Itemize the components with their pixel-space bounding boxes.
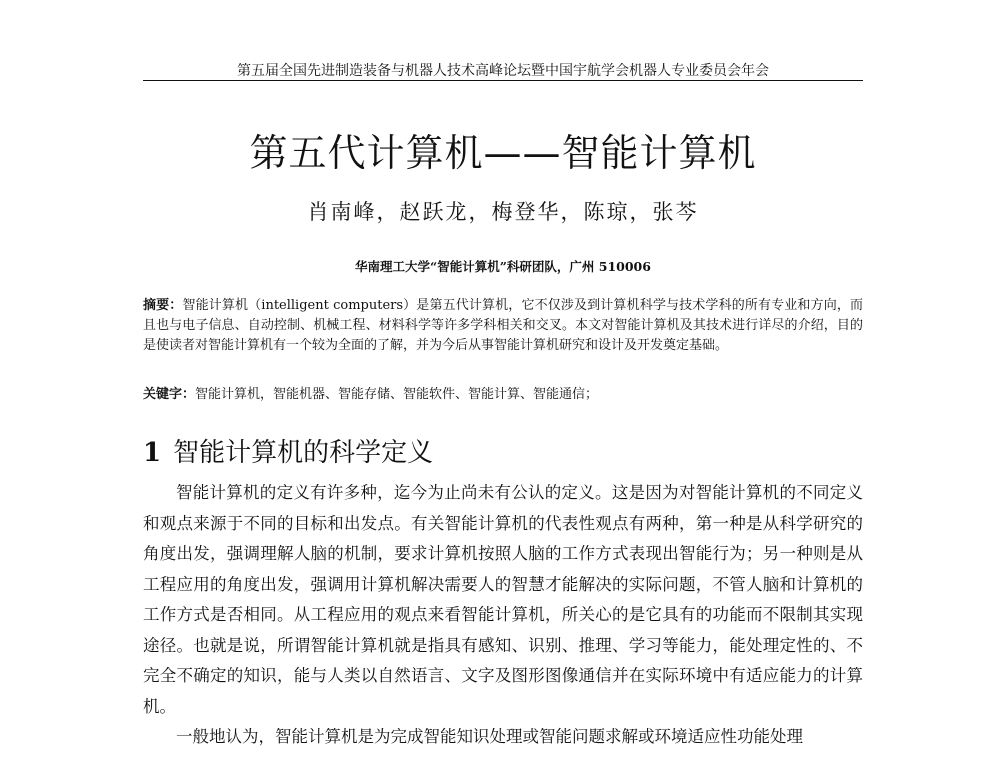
paragraph: 一般地认为，智能计算机是为完成智能知识处理或智能问题求解或环境适应性功能处理	[176, 727, 803, 746]
running-header: 第五届全国先进制造装备与机器人技术高峰论坛暨中国宇航学会机器人专业委员会年会	[237, 63, 769, 79]
affiliation: 华南理工大学“智能计算机”科研团队，广州 510006	[355, 259, 651, 274]
author-list: 肖南峰，赵跃龙，梅登华，陈琼，张芩	[307, 200, 699, 224]
paragraph: 智能计算机的定义有许多种，迄今为止尚未有公认的定义。这是因为对智能计算机的不同定义和观点来源于不同的目标和出发点。有关智能计算机的代表性观点有两种，第一种是从科学研究的角度出发，强调理解人脑的机制，要求计算机按照人脑的工作方式表现出智能行为；另一种则是从工程应用的角度出发，强调用计算机解决需要人的智慧才能解决的实际问题，不管人脑和计算机的工作方式是否相同。从工程应用的观点来看智能计算机，所关心的是它具有的功能而不限制其实现途径。也就是说，所谓智能计算机就是指具有感知、识别、推理、学习等能力，能处理定性的、不完全不确定的知识，能与人类以自然语言、文字及图形图像通信并在实际环境中有适应能力的计算机。	[143, 483, 863, 716]
section-title: 智能计算机的科学定义	[173, 438, 434, 468]
keywords-text: 智能计算机，智能机器、智能存储、智能软件、智能计算、智能通信；	[195, 387, 599, 402]
section-number: 1	[143, 438, 162, 468]
keywords-label: 关键字：	[143, 387, 196, 402]
abstract	[143, 296, 863, 356]
keywords	[143, 385, 863, 405]
abstract-text: 智能计算机（intelligent computers）是第五代计算机，它不仅涉及到计算机科学与技术学科的所有专业和方向，而且也与电子信息、自动控制、机械工程、材料科学等许多学科相关和交叉。本文对智能计算机及其技术进行详尽的介绍，目的是使读者对智能计算机有一个较为全面的了解，并为今后从事智能计算机研究和设计及开发奠定基础。	[143, 298, 863, 353]
section-heading	[143, 432, 863, 469]
paper-title: 第五代计算机——智能计算机	[249, 131, 757, 175]
body-text	[143, 478, 863, 753]
abstract-label: 摘要：	[143, 298, 183, 313]
header-rule	[143, 80, 863, 81]
